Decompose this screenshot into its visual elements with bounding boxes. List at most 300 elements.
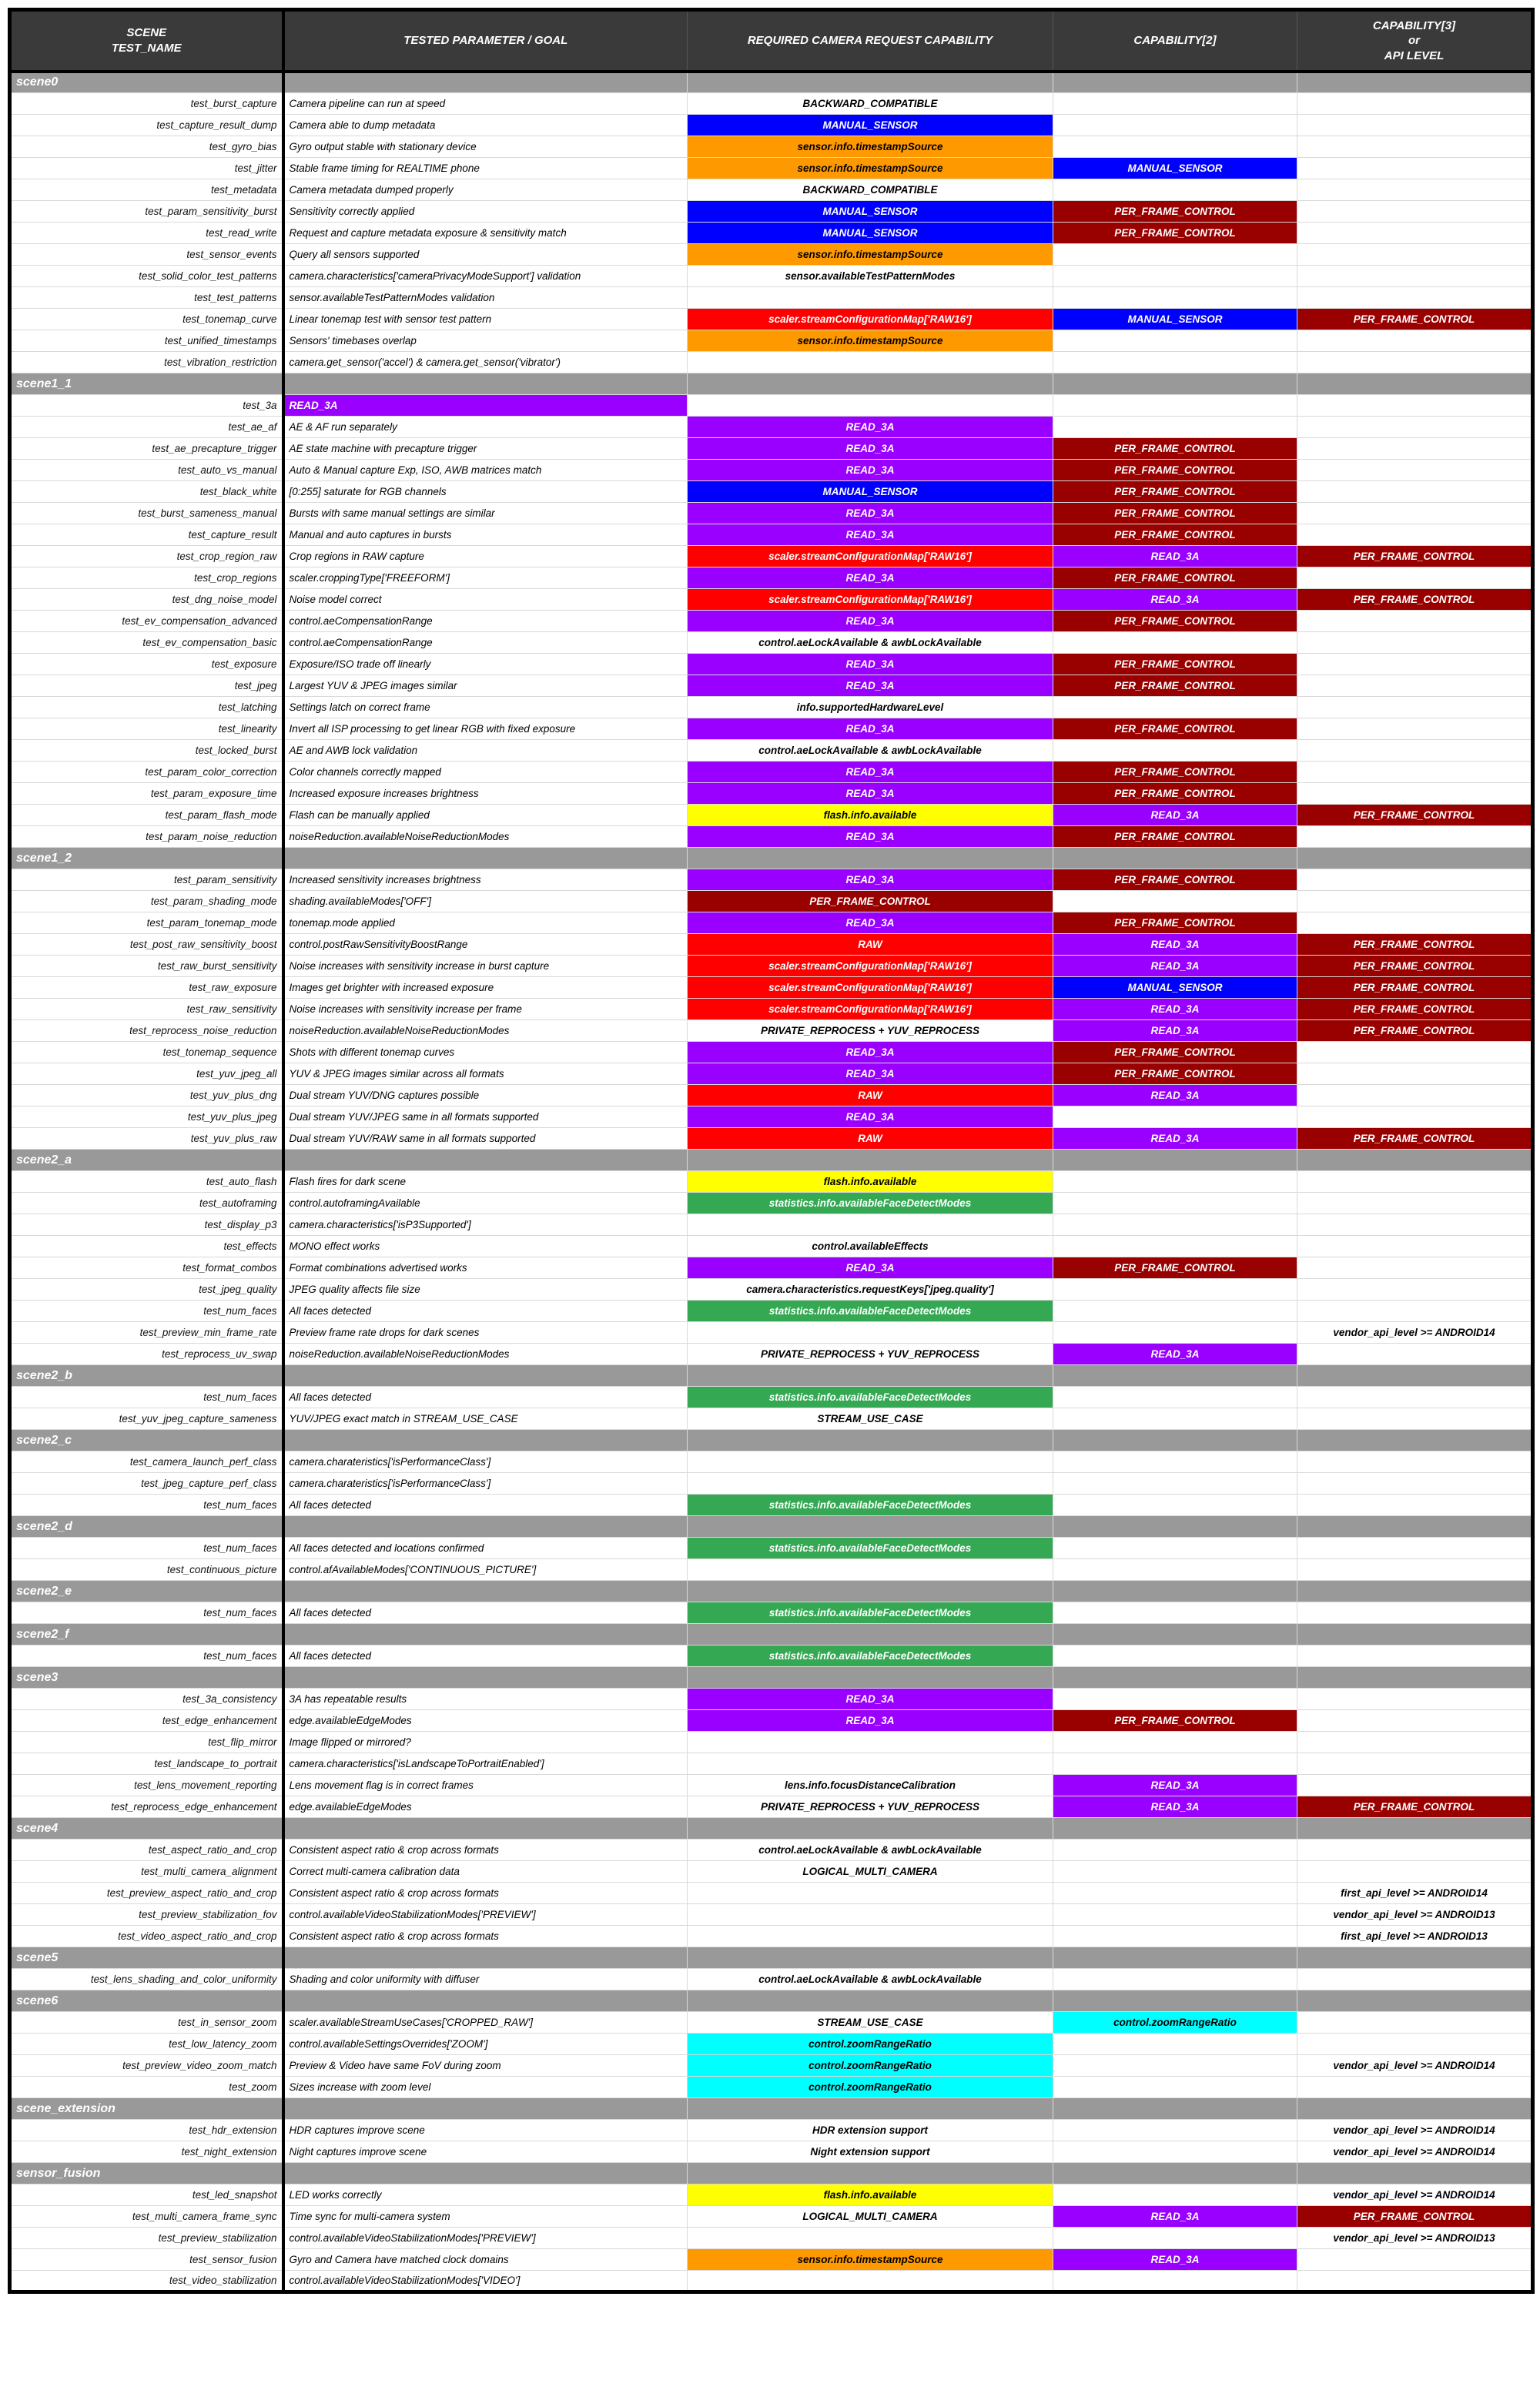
required-capability-cell: READ_3A <box>688 654 1053 675</box>
required-capability-cell: READ_3A <box>688 1042 1053 1063</box>
tested-parameter-goal-cell: control.aeCompensationRange <box>283 632 688 654</box>
tested-parameter-goal-cell: control.afAvailableModes['CONTINUOUS_PICTURE'] <box>283 1559 688 1581</box>
test-name-cell: test_preview_stabilization <box>10 2228 283 2249</box>
required-capability-cell: statistics.info.availableFaceDetectModes <box>688 1193 1053 1214</box>
scene-label: scene4 <box>10 1818 283 1840</box>
capability2-cell-empty <box>1053 1840 1297 1861</box>
test-row <box>10 1451 1533 1473</box>
test-name-cell: test_ev_compensation_advanced <box>10 611 283 632</box>
header-or-label: or <box>1408 34 1420 47</box>
tested-parameter-goal-cell: Dual stream YUV/RAW same in all formats supported <box>283 1128 688 1150</box>
scene-header-filler-cell <box>283 1581 688 1602</box>
scene-header-row-scene3 <box>10 1667 1533 1689</box>
test-row <box>10 503 1533 524</box>
capability3-or-api-level-cell: vendor_api_level >= ANDROID14 <box>1297 2055 1533 2077</box>
tested-parameter-goal-cell: All faces detected <box>283 1387 688 1408</box>
tested-parameter-goal-cell: Sizes increase with zoom level <box>283 2077 688 2098</box>
test-row <box>10 524 1533 546</box>
capability2-cell: PER_FRAME_CONTROL <box>1053 869 1297 891</box>
test-row <box>10 1969 1533 1990</box>
scene-header-filler-cell <box>688 2163 1053 2184</box>
test-name-cell: test_metadata <box>10 179 283 201</box>
capability2-cell: READ_3A <box>1053 1085 1297 1106</box>
tested-parameter-goal-cell: Stable frame timing for REALTIME phone <box>283 158 688 179</box>
test-row <box>10 1904 1533 1926</box>
capability3-or-api-level-cell: PER_FRAME_CONTROL <box>1297 999 1533 1020</box>
scene-label: scene1_1 <box>10 373 283 395</box>
tested-parameter-goal-cell: Camera pipeline can run at speed <box>283 93 688 115</box>
capability2-cell-empty <box>1053 1322 1297 1344</box>
test-name-cell: test_multi_camera_frame_sync <box>10 2206 283 2228</box>
scene-label: scene2_d <box>10 1516 283 1538</box>
required-capability-cell: READ_3A <box>688 718 1053 740</box>
scene-header-filler-cell <box>1297 1818 1533 1840</box>
test-row <box>10 1796 1533 1818</box>
required-capability-cell: statistics.info.availableFaceDetectModes <box>688 1538 1053 1559</box>
test-row <box>10 1257 1533 1279</box>
scene-label: scene0 <box>10 72 283 93</box>
test-row <box>10 2055 1533 2077</box>
capability3-or-api-level-cell-empty <box>1297 740 1533 762</box>
tested-parameter-goal-cell: control.autoframingAvailable <box>283 1193 688 1214</box>
required-capability-cell: READ_3A <box>688 1106 1053 1128</box>
test-row <box>10 2120 1533 2141</box>
test-name-cell: test_raw_burst_sensitivity <box>10 956 283 977</box>
capability3-or-api-level-cell-empty <box>1297 1171 1533 1193</box>
test-row <box>10 2206 1533 2228</box>
required-capability-cell-empty <box>688 1904 1053 1926</box>
test-row <box>10 1840 1533 1861</box>
test-name-cell: test_capture_result_dump <box>10 115 283 136</box>
scene-header-filler-cell <box>283 848 688 869</box>
required-capability-cell: READ_3A <box>688 783 1053 805</box>
test-name-cell: test_ae_precapture_trigger <box>10 438 283 460</box>
test-name-cell: test_ae_af <box>10 417 283 438</box>
test-name-cell: test_reprocess_edge_enhancement <box>10 1796 283 1818</box>
test-name-cell: test_in_sensor_zoom <box>10 2012 283 2034</box>
capability2-cell-empty <box>1053 266 1297 287</box>
scene-header-filler-cell <box>283 1624 688 1645</box>
test-row <box>10 1559 1533 1581</box>
capability2-cell: READ_3A <box>1053 999 1297 1020</box>
test-name-cell: test_jpeg_capture_perf_class <box>10 1473 283 1495</box>
tested-parameter-goal-cell: edge.availableEdgeModes <box>283 1796 688 1818</box>
scene-header-row-scene4 <box>10 1818 1533 1840</box>
tested-parameter-goal-cell: camera.characteristics['isLandscapeToPortraitEnabled'] <box>283 1753 688 1775</box>
tested-parameter-goal-cell: Consistent aspect ratio & crop across formats <box>283 1840 688 1861</box>
scene-header-filler-cell <box>283 1667 688 1689</box>
capability3-or-api-level-cell-empty <box>1297 1732 1533 1753</box>
required-capability-cell: control.aeLockAvailable & awbLockAvailable <box>688 1969 1053 1990</box>
capability2-cell-empty <box>1053 2034 1297 2055</box>
tested-parameter-goal-cell: All faces detected <box>283 1495 688 1516</box>
test-row <box>10 675 1533 697</box>
capability2-cell: PER_FRAME_CONTROL <box>1053 460 1297 481</box>
required-capability-cell: scaler.streamConfigurationMap['RAW16'] <box>688 589 1053 611</box>
tested-parameter-goal-cell: Color channels correctly mapped <box>283 762 688 783</box>
test-name-cell: test_continuous_picture <box>10 1559 283 1581</box>
capability2-cell: PER_FRAME_CONTROL <box>1053 481 1297 503</box>
scene-header-filler-cell <box>688 1430 1053 1451</box>
required-capability-cell: READ_3A <box>688 1689 1053 1710</box>
required-capability-cell: statistics.info.availableFaceDetectModes <box>688 1495 1053 1516</box>
tested-parameter-goal-cell: Gyro and Camera have matched clock domains <box>283 2249 688 2271</box>
capability2-cell-empty <box>1053 115 1297 136</box>
required-capability-cell: READ_3A <box>688 524 1053 546</box>
tested-parameter-goal-cell: JPEG quality affects file size <box>283 1279 688 1301</box>
capability3-or-api-level-cell-empty <box>1297 1861 1533 1883</box>
capability2-cell-empty <box>1053 632 1297 654</box>
test-row <box>10 611 1533 632</box>
test-row <box>10 1732 1533 1753</box>
required-capability-cell: sensor.info.timestampSource <box>688 2249 1053 2271</box>
tested-parameter-goal-cell: edge.availableEdgeModes <box>283 1710 688 1732</box>
required-capability-cell: flash.info.available <box>688 805 1053 826</box>
scene-header-filler-cell <box>688 1667 1053 1689</box>
required-capability-cell: READ_3A <box>688 1710 1053 1732</box>
tested-parameter-goal-cell: Consistent aspect ratio & crop across formats <box>283 1883 688 1904</box>
capability2-cell-empty <box>1053 1732 1297 1753</box>
tested-parameter-goal-cell: Consistent aspect ratio & crop across formats <box>283 1926 688 1947</box>
tested-parameter-goal-cell: Bursts with same manual settings are similar <box>283 503 688 524</box>
test-row <box>10 244 1533 266</box>
scene-header-row-scene2_d <box>10 1516 1533 1538</box>
capability2-cell-empty <box>1053 1883 1297 1904</box>
required-capability-cell-empty <box>688 1451 1053 1473</box>
capability2-cell-empty <box>1053 2055 1297 2077</box>
test-row <box>10 438 1533 460</box>
tested-parameter-goal-cell: Correct multi-camera calibration data <box>283 1861 688 1883</box>
scene-header-filler-cell <box>1297 1624 1533 1645</box>
required-capability-cell-empty <box>688 1732 1053 1753</box>
capability2-cell-empty <box>1053 2271 1297 2292</box>
required-capability-cell: control.aeLockAvailable & awbLockAvailable <box>688 632 1053 654</box>
test-name-cell: test_black_white <box>10 481 283 503</box>
test-name-cell: test_yuv_plus_dng <box>10 1085 283 1106</box>
scene-label: sensor_fusion <box>10 2163 283 2184</box>
tested-parameter-goal-cell: Crop regions in RAW capture <box>283 546 688 567</box>
test-row <box>10 1193 1533 1214</box>
required-capability-cell: sensor.availableTestPatternModes <box>688 266 1053 287</box>
capability2-cell: PER_FRAME_CONTROL <box>1053 826 1297 848</box>
test-row <box>10 1538 1533 1559</box>
tested-parameter-goal-cell: control.availableVideoStabilizationModes['PREVIEW'] <box>283 1904 688 1926</box>
test-name-cell: test_autoframing <box>10 1193 283 1214</box>
test-row <box>10 654 1533 675</box>
scene-header-filler-cell <box>283 72 688 93</box>
table-header-row <box>10 10 1533 72</box>
test-row <box>10 179 1533 201</box>
scene-header-row-scene1_2 <box>10 848 1533 869</box>
test-name-cell: test_multi_camera_alignment <box>10 1861 283 1883</box>
capability3-or-api-level-cell-empty <box>1297 1387 1533 1408</box>
test-name-cell: test_lens_shading_and_color_uniformity <box>10 1969 283 1990</box>
test-name-cell: test_burst_capture <box>10 93 283 115</box>
required-capability-cell: READ_3A <box>688 675 1053 697</box>
required-capability-cell: READ_3A <box>688 762 1053 783</box>
scene-header-filler-cell <box>283 1990 688 2012</box>
test-name-cell: test_jitter <box>10 158 283 179</box>
test-name-cell: test_night_extension <box>10 2141 283 2163</box>
test-name-cell: test_reprocess_uv_swap <box>10 1344 283 1365</box>
capability3-or-api-level-cell-empty <box>1297 201 1533 223</box>
tested-parameter-goal-cell: control.availableVideoStabilizationModes['PREVIEW'] <box>283 2228 688 2249</box>
capability2-cell-empty <box>1053 1301 1297 1322</box>
test-row <box>10 891 1533 912</box>
required-capability-cell: scaler.streamConfigurationMap['RAW16'] <box>688 956 1053 977</box>
capability3-or-api-level-cell-empty <box>1297 395 1533 417</box>
capability3-or-api-level-cell: first_api_level >= ANDROID14 <box>1297 1883 1533 1904</box>
scene-header-filler-cell <box>1297 1430 1533 1451</box>
test-name-cell: test_flip_mirror <box>10 1732 283 1753</box>
scene-header-filler-cell <box>688 848 1053 869</box>
capability3-or-api-level-cell-empty <box>1297 1451 1533 1473</box>
tested-parameter-goal-cell: Shading and color uniformity with diffuser <box>283 1969 688 1990</box>
required-capability-cell-empty <box>688 1322 1053 1344</box>
capability2-cell: PER_FRAME_CONTROL <box>1053 611 1297 632</box>
capability2-cell: PER_FRAME_CONTROL <box>1053 1257 1297 1279</box>
test-row <box>10 1602 1533 1624</box>
capability3-or-api-level-cell-empty <box>1297 1710 1533 1732</box>
scene-header-filler-cell <box>1053 848 1297 869</box>
capability2-cell: READ_3A <box>1053 2249 1297 2271</box>
capability3-or-api-level-cell-empty <box>1297 762 1533 783</box>
capability2-cell: PER_FRAME_CONTROL <box>1053 438 1297 460</box>
test-row <box>10 589 1533 611</box>
test-name-cell: test_tonemap_curve <box>10 309 283 330</box>
capability3-or-api-level-cell: vendor_api_level >= ANDROID14 <box>1297 2120 1533 2141</box>
tested-parameter-goal-cell: Images get brighter with increased exposure <box>283 977 688 999</box>
scene-header-filler-cell <box>1053 2098 1297 2120</box>
capability2-cell: READ_3A <box>1053 956 1297 977</box>
scene-header-filler-cell <box>688 1516 1053 1538</box>
test-row <box>10 1861 1533 1883</box>
tested-parameter-goal-cell: Request and capture metadata exposure & sensitivity match <box>283 223 688 244</box>
tested-parameter-goal-cell: Noise increases with sensitivity increase in burst capture <box>283 956 688 977</box>
tested-parameter-goal-cell: camera.characteristics['cameraPrivacyModeSupport'] validation <box>283 266 688 287</box>
col-header-scene-test-name <box>10 10 283 72</box>
required-capability-cell-empty <box>688 352 1053 373</box>
capability3-or-api-level-cell: PER_FRAME_CONTROL <box>1297 589 1533 611</box>
scene-header-filler-cell <box>1053 1667 1297 1689</box>
required-capability-cell: statistics.info.availableFaceDetectModes <box>688 1645 1053 1667</box>
test-name-cell: test_num_faces <box>10 1495 283 1516</box>
capability2-cell: MANUAL_SENSOR <box>1053 977 1297 999</box>
capability2-cell-empty <box>1053 891 1297 912</box>
required-capability-cell: sensor.info.timestampSource <box>688 136 1053 158</box>
scene-label: scene1_2 <box>10 848 283 869</box>
capability3-or-api-level-cell-empty <box>1297 115 1533 136</box>
capability3-or-api-level-cell-empty <box>1297 1301 1533 1322</box>
required-capability-cell: MANUAL_SENSOR <box>688 481 1053 503</box>
test-row <box>10 115 1533 136</box>
required-capability-cell: PRIVATE_REPROCESS + YUV_REPROCESS <box>688 1796 1053 1818</box>
scene-header-filler-cell <box>1297 1516 1533 1538</box>
col-header-required-camera-request-capability: REQUIRED CAMERA REQUEST CAPABILITY <box>688 10 1053 72</box>
test-name-cell: test_3a <box>10 395 283 417</box>
capability3-or-api-level-cell-empty <box>1297 287 1533 309</box>
required-capability-cell: info.supportedHardwareLevel <box>688 697 1053 718</box>
capability2-cell: PER_FRAME_CONTROL <box>1053 223 1297 244</box>
test-name-cell: test_crop_region_raw <box>10 546 283 567</box>
capability3-or-api-level-cell-empty <box>1297 481 1533 503</box>
capability2-cell-empty <box>1053 1904 1297 1926</box>
col-header-tested-parameter-goal: TESTED PARAMETER / GOAL <box>283 10 688 72</box>
capability3-or-api-level-cell-empty <box>1297 654 1533 675</box>
test-name-cell: test_param_flash_mode <box>10 805 283 826</box>
test-row <box>10 460 1533 481</box>
tested-parameter-goal-cell: Shots with different tonemap curves <box>283 1042 688 1063</box>
capability2-cell: READ_3A <box>1053 546 1297 567</box>
required-capability-cell: PRIVATE_REPROCESS + YUV_REPROCESS <box>688 1020 1053 1042</box>
test-name-cell: test_num_faces <box>10 1387 283 1408</box>
capability3-or-api-level-cell-empty <box>1297 891 1533 912</box>
test-row <box>10 1322 1533 1344</box>
tested-parameter-goal-cell: Camera metadata dumped properly <box>283 179 688 201</box>
required-capability-cell: READ_3A <box>688 912 1053 934</box>
tested-parameter-goal-cell: sensor.availableTestPatternModes validation <box>283 287 688 309</box>
test-row <box>10 869 1533 891</box>
capability3-or-api-level-cell-empty <box>1297 503 1533 524</box>
test-row <box>10 632 1533 654</box>
capability3-or-api-level-cell-empty <box>1297 524 1533 546</box>
test-row <box>10 1106 1533 1128</box>
required-capability-cell: STREAM_USE_CASE <box>688 1408 1053 1430</box>
required-capability-cell: scaler.streamConfigurationMap['RAW16'] <box>688 999 1053 1020</box>
capability2-cell-empty <box>1053 417 1297 438</box>
scene-header-row-scene6 <box>10 1990 1533 2012</box>
capability3-or-api-level-cell-empty <box>1297 869 1533 891</box>
tested-parameter-goal-cell: Increased exposure increases brightness <box>283 783 688 805</box>
test-row <box>10 783 1533 805</box>
test-row <box>10 912 1533 934</box>
scene-header-filler-cell <box>283 1365 688 1387</box>
test-row <box>10 309 1533 330</box>
required-capability-cell-empty <box>688 2271 1053 2292</box>
tested-parameter-goal-cell: control.availableVideoStabilizationModes['VIDEO'] <box>283 2271 688 2292</box>
test-row <box>10 2184 1533 2206</box>
capability2-cell-empty <box>1053 1559 1297 1581</box>
capability3-or-api-level-cell: PER_FRAME_CONTROL <box>1297 1128 1533 1150</box>
test-row <box>10 2034 1533 2055</box>
capability3-or-api-level-cell-empty <box>1297 2249 1533 2271</box>
test-name-cell: test_auto_flash <box>10 1171 283 1193</box>
scene-header-filler-cell <box>1297 1581 1533 1602</box>
test-row <box>10 826 1533 848</box>
capability3-or-api-level-cell-empty <box>1297 1214 1533 1236</box>
capability3-or-api-level-cell-empty <box>1297 438 1533 460</box>
capability2-cell-empty <box>1053 179 1297 201</box>
required-capability-cell-empty <box>688 1753 1053 1775</box>
required-capability-cell: STREAM_USE_CASE <box>688 2012 1053 2034</box>
tested-parameter-goal-cell: camera.charateristics['isPerformanceClass'] <box>283 1451 688 1473</box>
tested-parameter-goal-cell: Linear tonemap test with sensor test pattern <box>283 309 688 330</box>
capability3-or-api-level-cell-empty <box>1297 697 1533 718</box>
capability3-or-api-level-cell-empty <box>1297 1408 1533 1430</box>
scene-header-filler-cell <box>1297 2163 1533 2184</box>
tested-parameter-goal-cell: All faces detected <box>283 1645 688 1667</box>
required-capability-cell: BACKWARD_COMPATIBLE <box>688 93 1053 115</box>
required-capability-cell-empty <box>688 1926 1053 1947</box>
capability3-or-api-level-cell-empty <box>1297 718 1533 740</box>
scene-header-row-scene2_a <box>10 1150 1533 1171</box>
capability3-or-api-level-cell-empty <box>1297 1559 1533 1581</box>
scene-header-filler-cell <box>283 373 688 395</box>
required-capability-cell: PER_FRAME_CONTROL <box>688 891 1053 912</box>
capability2-cell: READ_3A <box>1053 1775 1297 1796</box>
test-name-cell: test_capture_result <box>10 524 283 546</box>
scene-header-row-scene_extension <box>10 2098 1533 2120</box>
camera-its-test-table <box>8 8 1535 2294</box>
test-name-cell: test_burst_sameness_manual <box>10 503 283 524</box>
required-capability-cell: scaler.streamConfigurationMap['RAW16'] <box>688 977 1053 999</box>
required-capability-cell: scaler.streamConfigurationMap['RAW16'] <box>688 309 1053 330</box>
test-name-cell: test_raw_sensitivity <box>10 999 283 1020</box>
capability3-or-api-level-cell-empty <box>1297 632 1533 654</box>
test-row <box>10 1645 1533 1667</box>
test-row <box>10 158 1533 179</box>
test-name-cell: test_latching <box>10 697 283 718</box>
capability3-or-api-level-cell-empty <box>1297 1236 1533 1257</box>
test-name-cell: test_preview_min_frame_rate <box>10 1322 283 1344</box>
test-row <box>10 956 1533 977</box>
test-name-cell: test_vibration_restriction <box>10 352 283 373</box>
test-row <box>10 223 1533 244</box>
test-row <box>10 2012 1533 2034</box>
capability2-cell-empty <box>1053 1495 1297 1516</box>
header-api-level-label: API LEVEL <box>1384 49 1445 62</box>
tested-parameter-goal-cell: AE state machine with precapture trigger <box>283 438 688 460</box>
scene-header-filler-cell <box>688 72 1053 93</box>
test-name-cell: test_yuv_plus_raw <box>10 1128 283 1150</box>
capability3-or-api-level-cell-empty <box>1297 567 1533 589</box>
required-capability-cell: camera.characteristics.requestKeys['jpeg.quality'] <box>688 1279 1053 1301</box>
tested-parameter-goal-cell: Format combinations advertised works <box>283 1257 688 1279</box>
tested-parameter-goal-cell: Manual and auto captures in bursts <box>283 524 688 546</box>
required-capability-cell-empty <box>688 1473 1053 1495</box>
scene-header-filler-cell <box>1053 1990 1297 2012</box>
test-row <box>10 977 1533 999</box>
tested-parameter-goal-cell: noiseReduction.availableNoiseReductionModes <box>283 1020 688 1042</box>
required-capability-cell: MANUAL_SENSOR <box>688 223 1053 244</box>
capability3-or-api-level-cell-empty <box>1297 158 1533 179</box>
tested-parameter-goal-cell: AE and AWB lock validation <box>283 740 688 762</box>
capability3-or-api-level-cell-empty <box>1297 2034 1533 2055</box>
scene-header-filler-cell <box>283 1430 688 1451</box>
col-header-capability2: CAPABILITY[2] <box>1053 10 1297 72</box>
required-capability-cell: BACKWARD_COMPATIBLE <box>688 179 1053 201</box>
capability2-cell: PER_FRAME_CONTROL <box>1053 201 1297 223</box>
required-capability-cell: statistics.info.availableFaceDetectModes <box>688 1301 1053 1322</box>
required-capability-cell: MANUAL_SENSOR <box>688 115 1053 136</box>
capability2-cell-empty <box>1053 2141 1297 2163</box>
required-capability-cell-empty <box>688 1883 1053 1904</box>
test-name-cell: test_dng_noise_model <box>10 589 283 611</box>
scene-header-filler-cell <box>688 373 1053 395</box>
tested-parameter-goal-cell: control.aeCompensationRange <box>283 611 688 632</box>
test-row <box>10 1883 1533 1904</box>
tested-parameter-goal-cell: tonemap.mode applied <box>283 912 688 934</box>
scene-label: scene6 <box>10 1990 283 2012</box>
tested-parameter-goal-cell: Time sync for multi-camera system <box>283 2206 688 2228</box>
test-row <box>10 999 1533 1020</box>
scene-header-row-scene2_c <box>10 1430 1533 1451</box>
scene-header-filler-cell <box>1053 1150 1297 1171</box>
capability3-or-api-level-cell: PER_FRAME_CONTROL <box>1297 956 1533 977</box>
capability2-cell-empty <box>1053 740 1297 762</box>
test-row <box>10 1020 1533 1042</box>
tested-parameter-goal-cell: camera.characteristics['isP3Supported'] <box>283 1214 688 1236</box>
